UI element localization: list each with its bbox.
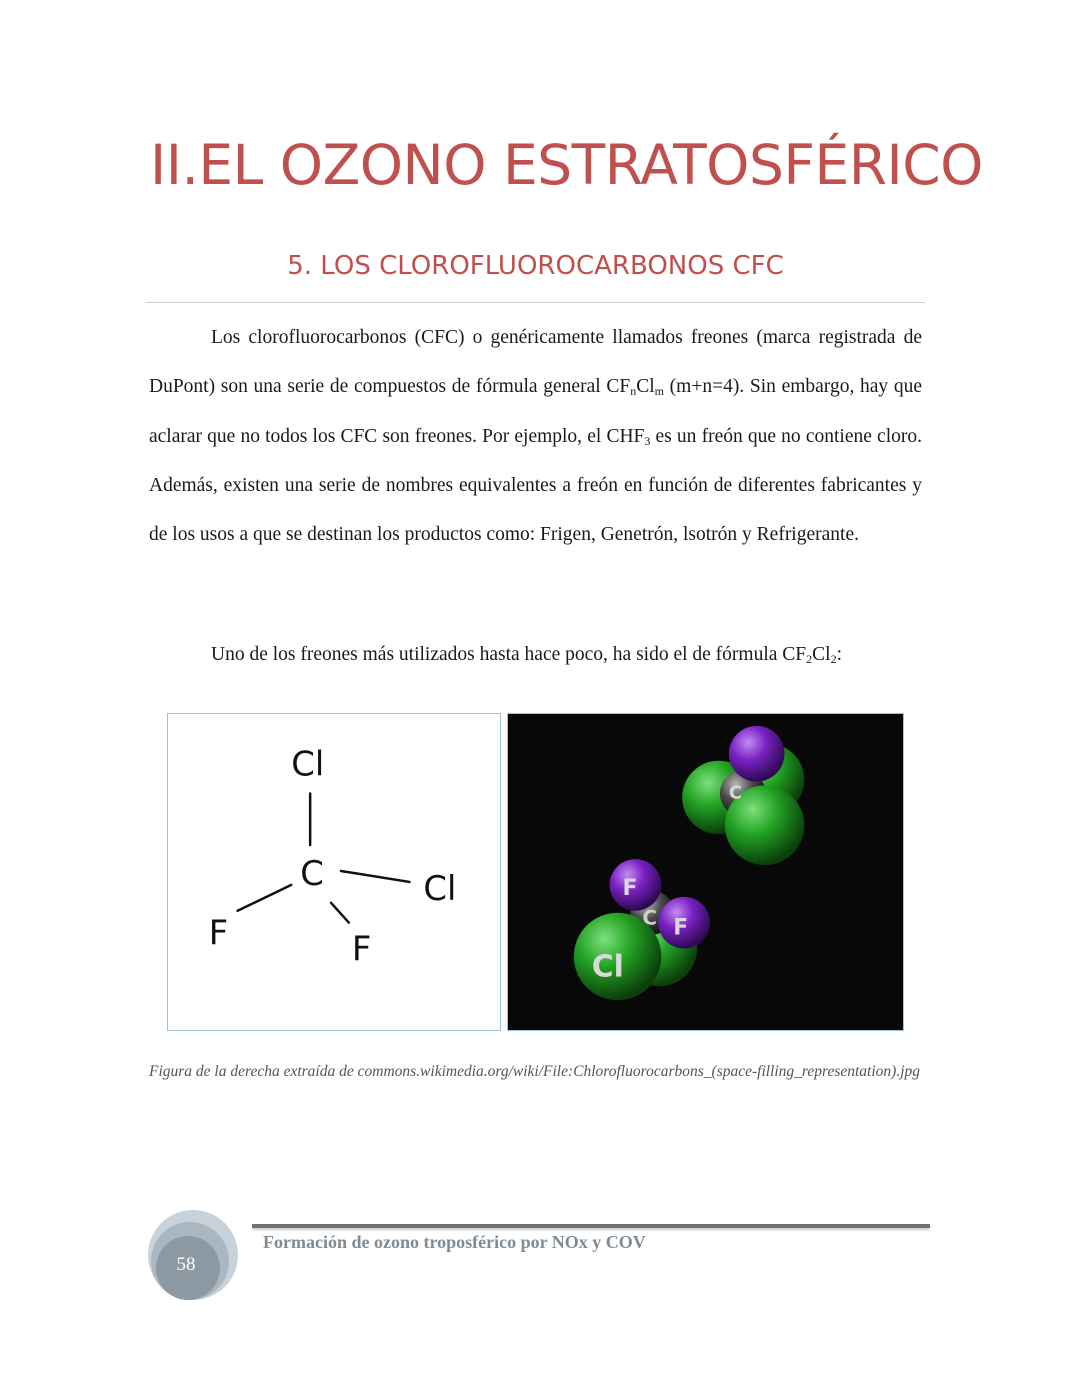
fluorine-label: F bbox=[622, 875, 638, 901]
paragraph-1-text-a: Los clorofluorocarbonos (CFC) o genéricamente llamados freones (marca registrada de DuPont) son una serie de compuestos de fórmula general CF bbox=[149, 327, 922, 398]
paragraph-2-text-b: Cl bbox=[812, 644, 831, 665]
structural-formula-diagram bbox=[168, 714, 500, 1030]
section-title: 5. LOS CLOROFLUOROCARBONOS CFC bbox=[287, 251, 784, 281]
section-divider bbox=[146, 302, 925, 303]
paragraph-2 bbox=[149, 630, 922, 679]
lower-molecule bbox=[574, 859, 710, 1000]
carbon-label: C bbox=[728, 782, 742, 804]
paragraph-2-text-c: : bbox=[836, 644, 842, 665]
subscript-2b: 2 bbox=[830, 652, 837, 666]
subscript-3: 3 bbox=[644, 433, 651, 448]
bond-c-f-left bbox=[238, 885, 292, 911]
atom-f-left: F bbox=[208, 913, 229, 953]
subscript-n: n bbox=[630, 384, 637, 399]
atom-c-center: C bbox=[300, 853, 324, 893]
space-filling-model-image bbox=[508, 714, 903, 1030]
atom-cl-top: Cl bbox=[291, 744, 325, 784]
paragraph-2-text-a: Uno de los freones más utilizados hasta hace poco, ha sido el de fórmula CF bbox=[211, 644, 807, 665]
atom-cl-right: Cl bbox=[423, 868, 457, 908]
subscript-m: m bbox=[654, 384, 664, 399]
paragraph-1-text-b: Cl bbox=[636, 376, 655, 398]
page-number: 58 bbox=[176, 1254, 196, 1275]
bond-c-f-bottom bbox=[331, 903, 349, 923]
figure-caption: Figura de la derecha extraída de commons.wikimedia.org/wiki/File:Chlorofluorocarbons_(space-filling_representation).jpg bbox=[149, 1063, 921, 1080]
upper-molecule bbox=[682, 726, 804, 865]
structural-formula-figure bbox=[167, 713, 501, 1031]
footer-title: Formación de ozono troposférico por NOx y COV bbox=[263, 1232, 646, 1252]
bond-c-cl-right bbox=[341, 871, 410, 882]
carbon-label: C bbox=[642, 906, 657, 930]
paragraph-1 bbox=[149, 313, 922, 559]
fluorine-label: F bbox=[673, 915, 689, 941]
subscript-2a: 2 bbox=[806, 652, 813, 666]
chlorine-label: Cl bbox=[591, 949, 624, 985]
space-filling-model-figure bbox=[507, 713, 904, 1031]
paragraph-1-text-c: (m+n=4). Sin embargo, hay que aclarar que no todos los CFC son freones. Por ejemplo, el CHF bbox=[149, 376, 923, 447]
footer-rule bbox=[252, 1224, 930, 1228]
paragraph-1-text-d: es un freón que no contiene cloro. Además, existen una serie de nombres equivalentes a freón en función de diferentes fabricantes y de los usos a que se destinan los productos como: Frigen, Genetrón, lsotrón y Refrigerante. bbox=[149, 425, 922, 546]
fluorine-atom bbox=[729, 726, 785, 782]
chapter-title: II.EL OZONO ESTRATOSFÉRICO bbox=[150, 133, 983, 197]
atom-f-bottom: F bbox=[351, 929, 372, 969]
